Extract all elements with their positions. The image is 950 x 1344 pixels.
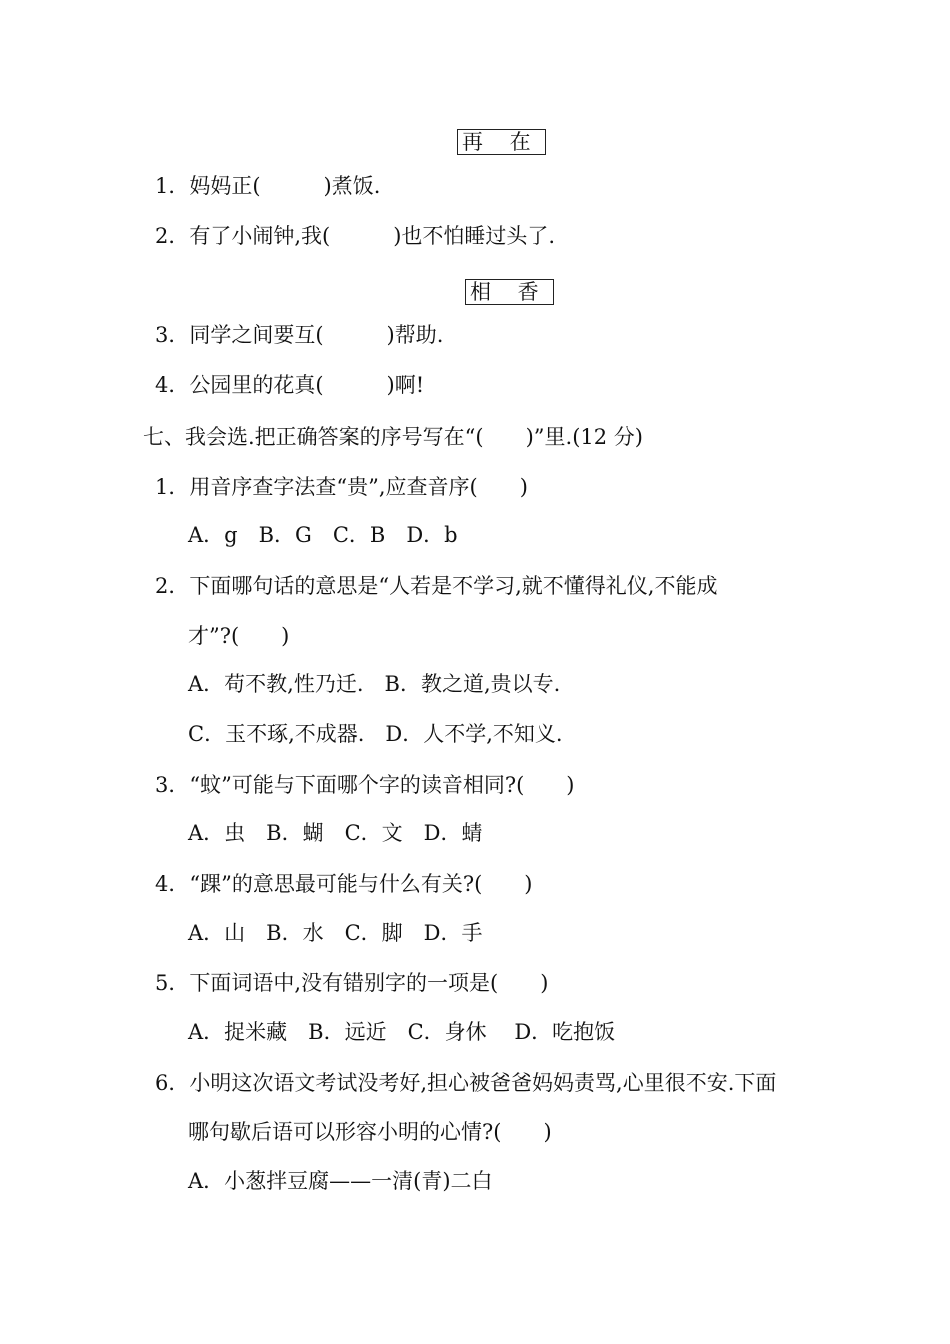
choice-question-3: 3．“蚊”可能与下面哪个字的读音相同?( ) — [155, 773, 575, 797]
choice-question-6: 6．小明这次语文考试没考好,担心被爸爸妈妈责骂,心里很不安.下面 — [155, 1071, 777, 1095]
choice-options-2b: C．玉不琢,不成器. D．人不学,不知义. — [188, 722, 563, 746]
section-title: 七、我会选.把正确答案的序号写在“( )”里.(12 分) — [143, 425, 643, 449]
choice-question-6-cont: 哪句歇后语可以形容小明的心情?( ) — [188, 1120, 552, 1144]
choice-question-2-cont: 才”?( ) — [188, 624, 290, 648]
choice-options-5: A．捉米藏 B．远近 C．身休 D．吃抱饭 — [188, 1020, 616, 1044]
choice-question-5: 5．下面词语中,没有错别字的一项是( ) — [155, 971, 549, 995]
choice-question-1: 1．用音序查字法查“贵”,应查音序( ) — [155, 475, 528, 499]
choice-options-3: A．虫 B．蝴 C．文 D．蜻 — [188, 821, 483, 845]
word-choice-box-2: 相 香 — [465, 279, 554, 305]
word-choice-box-1: 再 在 — [457, 129, 546, 155]
fill-question-3: 3．同学之间要互( )帮助. — [155, 323, 444, 347]
choice-question-4: 4．“踝”的意思最可能与什么有关?( ) — [155, 872, 533, 896]
fill-question-1: 1．妈妈正( )煮饭. — [155, 174, 381, 198]
choice-options-1: A．g B．G C．B D．b — [188, 523, 458, 547]
fill-question-2: 2．有了小闹钟,我( )也不怕睡过头了. — [155, 224, 556, 248]
choice-options-4: A．山 B．水 C．脚 D．手 — [188, 921, 483, 945]
choice-question-2: 2．下面哪句话的意思是“人若是不学习,就不懂得礼仪,不能成 — [155, 574, 718, 598]
fill-question-4: 4．公园里的花真( )啊! — [155, 373, 425, 397]
choice-options-2a: A．苟不教,性乃迁. B．教之道,贵以专. — [188, 672, 561, 696]
choice-options-6: A．小葱拌豆腐——一清(青)二白 — [188, 1169, 493, 1193]
